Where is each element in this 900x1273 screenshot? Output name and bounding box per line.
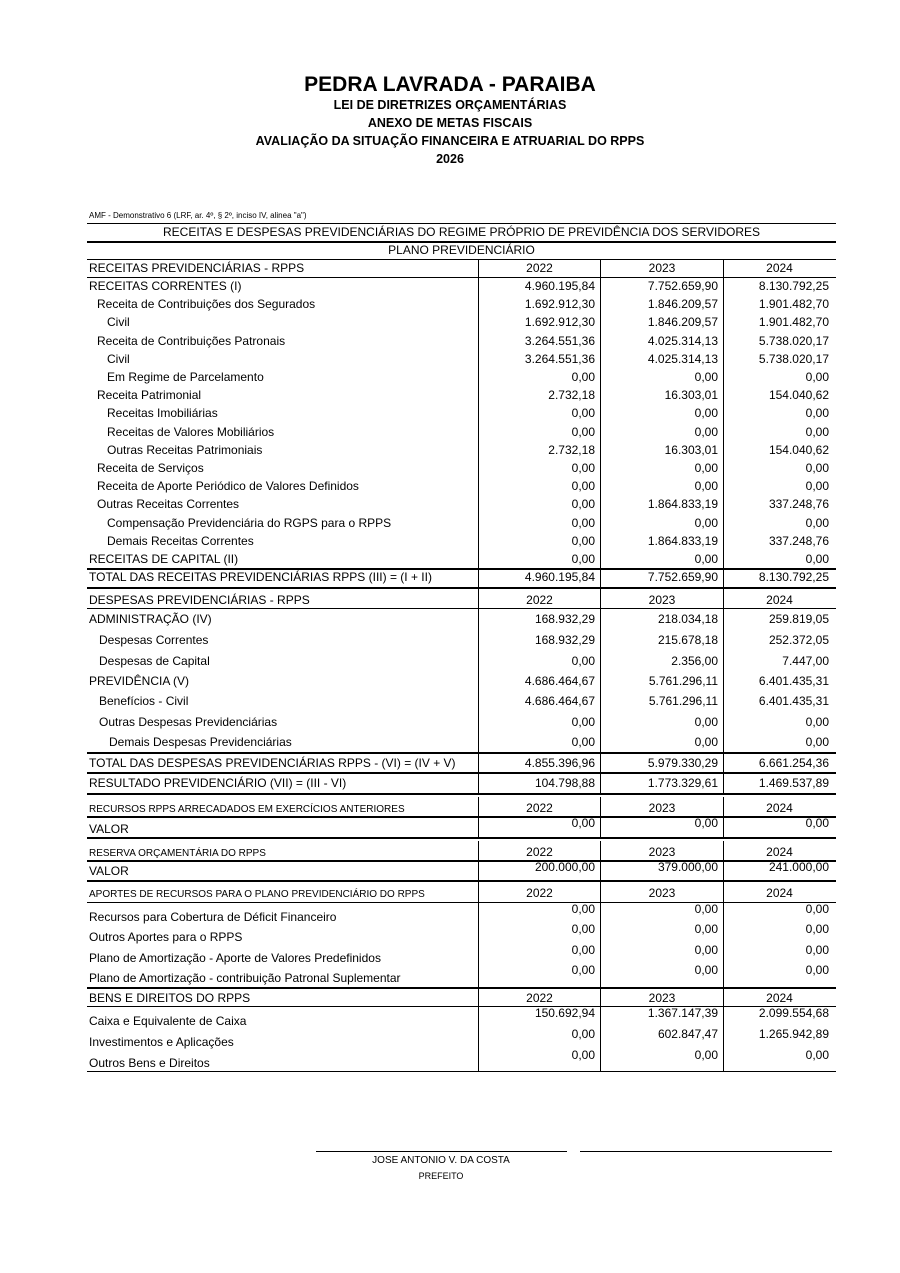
row-label: Plano de Amortização - contribuição Patronal Suplementar bbox=[89, 971, 401, 985]
value-cell: 0,00 bbox=[805, 515, 829, 530]
value-cell: 1.901.482,70 bbox=[758, 315, 829, 330]
value-cell: 4.025.314,13 bbox=[647, 333, 718, 348]
year-header: 2023 bbox=[648, 991, 676, 1005]
value-cell: 1.367.147,39 bbox=[647, 1006, 718, 1020]
value-cell: 0,00 bbox=[694, 963, 718, 977]
value-cell: 241.000,00 bbox=[768, 860, 829, 874]
column-rule bbox=[723, 589, 724, 793]
value-cell: 7.447,00 bbox=[782, 654, 829, 668]
value-cell: 2.356,00 bbox=[671, 654, 718, 668]
value-cell: 8.130.792,25 bbox=[758, 279, 829, 293]
value-cell: 0,00 bbox=[694, 370, 718, 384]
value-cell: 259.819,05 bbox=[768, 612, 829, 626]
value-cell: 0,00 bbox=[571, 735, 595, 749]
value-cell: 5.979.330,29 bbox=[647, 756, 718, 770]
value-cell: 0,00 bbox=[805, 922, 829, 936]
column-rule bbox=[600, 882, 601, 987]
row-label: Outros Bens e Direitos bbox=[89, 1056, 210, 1070]
row-label: Caixa e Equivalente de Caixa bbox=[89, 1014, 247, 1028]
value-cell: 1.692.912,30 bbox=[524, 315, 595, 330]
table-rule bbox=[87, 223, 836, 224]
value-cell: 0,00 bbox=[571, 1027, 595, 1041]
year-header: 2022 bbox=[526, 801, 553, 815]
row-label: DESPESAS PREVIDENCIÁRIAS - RPPS bbox=[89, 593, 310, 607]
row-label: VALOR bbox=[89, 864, 129, 878]
signature-name: JOSE ANTONIO V. DA COSTA bbox=[372, 1155, 510, 1166]
value-cell: 2.099.554,68 bbox=[758, 1006, 829, 1020]
value-cell: 0,00 bbox=[805, 816, 829, 830]
column-rule bbox=[478, 259, 479, 589]
row-label: Receita de Contribuições dos Segurados bbox=[97, 297, 316, 312]
value-cell: 0,00 bbox=[805, 1048, 829, 1062]
column-rule bbox=[478, 841, 479, 880]
value-cell: 0,00 bbox=[571, 479, 595, 494]
rpps-table bbox=[87, 0, 836, 1273]
value-cell: 0,00 bbox=[571, 1048, 595, 1062]
subtitle-ldo: LEI DE DIRETRIZES ORÇAMENTÁRIAS bbox=[333, 98, 567, 112]
value-cell: 0,00 bbox=[571, 424, 595, 439]
column-rule bbox=[478, 987, 479, 1072]
year-header: 2022 bbox=[526, 593, 553, 607]
row-label: Receita de Aporte Periódico de Valores Definidos bbox=[97, 479, 359, 494]
value-cell: 4.025.314,13 bbox=[647, 351, 718, 366]
value-cell: 154.040,62 bbox=[768, 442, 829, 457]
row-label: RECURSOS RPPS ARRECADADOS EM EXERCÍCIOS ANTERIORES bbox=[89, 804, 405, 815]
value-cell: 1.846.209,57 bbox=[647, 315, 718, 330]
subtitle-avaliacao: AVALIAÇÃO DA SITUAÇÃO FINANCEIRA E ATRUARIAL DO RPPS bbox=[255, 134, 645, 148]
value-cell: 6.401.435,31 bbox=[758, 674, 829, 688]
value-cell: 3.264.551,36 bbox=[524, 333, 595, 348]
row-label: Receitas de Valores Mobiliários bbox=[107, 424, 275, 439]
row-label: RESULTADO PREVIDENCIÁRIO (VII) = (III - VI) bbox=[89, 776, 347, 790]
value-cell: 1.864.833,19 bbox=[647, 497, 718, 512]
value-cell: 218.034,18 bbox=[657, 612, 718, 626]
row-label: Despesas de Capital bbox=[99, 654, 210, 668]
value-cell: 4.686.464,67 bbox=[524, 694, 595, 708]
value-cell: 5.761.296,11 bbox=[648, 674, 718, 688]
column-rule bbox=[478, 882, 479, 987]
table-title: RECEITAS E DESPESAS PREVIDENCIÁRIAS DO REGIME PRÓPRIO DE PREVIDÊNCIA DOS SERVIDORES bbox=[162, 225, 761, 239]
value-cell: 4.686.464,67 bbox=[524, 674, 595, 688]
row-label: Compensação Previdenciária do RGPS para o RPPS bbox=[107, 515, 392, 530]
value-cell: 0,00 bbox=[694, 943, 718, 957]
column-rule bbox=[478, 797, 479, 837]
value-cell: 0,00 bbox=[805, 370, 829, 384]
column-rule bbox=[600, 797, 601, 837]
value-cell: 5.761.296,11 bbox=[648, 694, 718, 708]
value-cell: 104.798,88 bbox=[534, 776, 595, 790]
value-cell: 0,00 bbox=[805, 552, 829, 566]
value-cell: 0,00 bbox=[694, 1048, 718, 1062]
value-cell: 0,00 bbox=[805, 406, 829, 421]
signature-line-left bbox=[316, 1151, 567, 1152]
table-rule bbox=[87, 837, 836, 839]
value-cell: 7.752.659,90 bbox=[647, 279, 718, 293]
value-cell: 4.855.396,96 bbox=[524, 756, 595, 770]
value-cell: 0,00 bbox=[571, 902, 595, 916]
row-label: TOTAL DAS DESPESAS PREVIDENCIÁRIAS RPPS - (VI) = (IV + V) bbox=[89, 756, 456, 770]
value-cell: 0,00 bbox=[571, 406, 595, 421]
column-rule bbox=[478, 589, 479, 793]
value-cell: 252.372,05 bbox=[768, 633, 829, 647]
value-cell: 168.932,29 bbox=[534, 633, 595, 647]
signature-line-right bbox=[580, 1151, 832, 1152]
value-cell: 0,00 bbox=[805, 715, 829, 729]
value-cell: 0,00 bbox=[805, 479, 829, 494]
row-label: Benefícios - Civil bbox=[99, 694, 189, 708]
column-rule bbox=[723, 797, 724, 837]
row-label: Demais Receitas Correntes bbox=[107, 533, 254, 548]
value-cell: 16.303,01 bbox=[664, 442, 718, 457]
value-cell: 0,00 bbox=[571, 654, 595, 668]
row-label: Outros Aportes para o RPPS bbox=[89, 930, 243, 944]
value-cell: 0,00 bbox=[805, 943, 829, 957]
row-label: RECEITAS PREVIDENCIÁRIAS - RPPS bbox=[89, 261, 305, 275]
value-cell: 154.040,62 bbox=[768, 388, 829, 403]
value-cell: 0,00 bbox=[694, 424, 718, 439]
plan-title: PLANO PREVIDENCIÁRIO bbox=[388, 243, 535, 257]
value-cell: 337.248,76 bbox=[768, 497, 829, 512]
value-cell: 2.732,18 bbox=[548, 388, 595, 403]
value-cell: 16.303,01 bbox=[664, 388, 718, 403]
value-cell: 0,00 bbox=[694, 715, 718, 729]
row-label: TOTAL DAS RECEITAS PREVIDENCIÁRIAS RPPS (III) = (I + II) bbox=[89, 570, 432, 585]
value-cell: 4.960.195,84 bbox=[524, 279, 595, 293]
year-header: 2023 bbox=[648, 845, 676, 859]
value-cell: 1.864.833,19 bbox=[647, 533, 718, 548]
year-header: 2024 bbox=[766, 845, 793, 859]
value-cell: 168.932,29 bbox=[534, 612, 595, 626]
row-label: Em Regime de Parcelamento bbox=[107, 370, 264, 384]
value-cell: 0,00 bbox=[805, 424, 829, 439]
row-label: RESERVA ORÇAMENTÁRIA DO RPPS bbox=[89, 848, 266, 859]
subtitle-anexo: ANEXO DE METAS FISCAIS bbox=[367, 116, 533, 130]
year-header: 2022 bbox=[526, 991, 553, 1005]
value-cell: 0,00 bbox=[694, 735, 718, 749]
value-cell: 0,00 bbox=[694, 461, 718, 475]
signature-role: PREFEITO bbox=[418, 1171, 464, 1181]
value-cell: 1.692.912,30 bbox=[524, 297, 595, 312]
value-cell: 0,00 bbox=[571, 922, 595, 936]
value-cell: 0,00 bbox=[694, 552, 718, 566]
row-label: Receita de Contribuições Patronais bbox=[97, 333, 286, 348]
row-label: VALOR bbox=[89, 822, 129, 836]
column-rule bbox=[600, 841, 601, 880]
value-cell: 200.000,00 bbox=[534, 860, 595, 874]
value-cell: 379.000,00 bbox=[657, 860, 718, 874]
value-cell: 0,00 bbox=[694, 515, 718, 530]
value-cell: 1.846.209,57 bbox=[647, 297, 718, 312]
value-cell: 2.732,18 bbox=[548, 442, 595, 457]
value-cell: 0,00 bbox=[571, 515, 595, 530]
column-rule bbox=[723, 841, 724, 880]
value-cell: 0,00 bbox=[571, 943, 595, 957]
year-header: 2022 bbox=[526, 886, 553, 900]
page-title: PEDRA LAVRADA - PARAIBA bbox=[304, 73, 596, 96]
value-cell: 7.752.659,90 bbox=[647, 570, 718, 585]
value-cell: 0,00 bbox=[805, 735, 829, 749]
year-header: 2023 bbox=[648, 593, 676, 607]
value-cell: 6.401.435,31 bbox=[758, 694, 829, 708]
value-cell: 6.661.254,36 bbox=[758, 756, 829, 770]
row-label: Despesas Correntes bbox=[99, 633, 209, 647]
row-label: Outras Receitas Patrimoniais bbox=[107, 442, 263, 457]
subtitle-year: 2026 bbox=[436, 152, 464, 166]
value-cell: 0,00 bbox=[571, 963, 595, 977]
row-label: Demais Despesas Previdenciárias bbox=[109, 735, 292, 749]
amf-note: AMF - Demonstrativo 6 (LRF, ar. 4º, § 2º, inciso IV, alinea "a") bbox=[89, 211, 307, 220]
row-label: RECEITAS CORRENTES (I) bbox=[89, 279, 242, 293]
value-cell: 0,00 bbox=[571, 816, 595, 830]
year-header: 2022 bbox=[526, 845, 553, 859]
row-label: Outras Receitas Correntes bbox=[97, 497, 240, 512]
value-cell: 1.773.329,61 bbox=[647, 776, 718, 790]
column-rule bbox=[723, 882, 724, 987]
value-cell: 0,00 bbox=[805, 902, 829, 916]
column-rule bbox=[723, 987, 724, 1071]
year-header: 2024 bbox=[766, 991, 793, 1005]
value-cell: 0,00 bbox=[694, 902, 718, 916]
value-cell: 1.265.942,89 bbox=[758, 1027, 829, 1041]
year-header: 2023 bbox=[648, 886, 676, 900]
value-cell: 4.960.195,84 bbox=[524, 570, 595, 585]
year-header: 2023 bbox=[648, 261, 676, 275]
year-header: 2024 bbox=[766, 593, 793, 607]
value-cell: 0,00 bbox=[571, 715, 595, 729]
value-cell: 5.738.020,17 bbox=[758, 351, 829, 366]
value-cell: 602.847,47 bbox=[657, 1027, 718, 1041]
row-label: Receita Patrimonial bbox=[97, 388, 202, 403]
value-cell: 0,00 bbox=[694, 816, 718, 830]
row-label: Investimentos e Aplicações bbox=[89, 1035, 234, 1049]
value-cell: 1.469.537,89 bbox=[758, 776, 829, 790]
year-header: 2023 bbox=[648, 801, 676, 815]
column-rule bbox=[600, 589, 601, 793]
column-rule bbox=[600, 259, 601, 589]
value-cell: 0,00 bbox=[571, 370, 595, 384]
year-header: 2022 bbox=[526, 261, 553, 275]
table-rule bbox=[87, 1071, 836, 1072]
row-label: ADMINISTRAÇÃO (IV) bbox=[89, 612, 212, 626]
row-label: Civil bbox=[107, 351, 130, 366]
row-label: Recursos para Cobertura de Déficit Financeiro bbox=[89, 910, 337, 924]
value-cell: 215.678,18 bbox=[657, 633, 718, 647]
row-label: APORTES DE RECURSOS PARA O PLANO PREVIDENCIÁRIO DO RPPS bbox=[89, 889, 425, 900]
row-label: RECEITAS DE CAPITAL (II) bbox=[89, 552, 239, 566]
column-rule bbox=[600, 987, 601, 1071]
value-cell: 0,00 bbox=[694, 922, 718, 936]
value-cell: 5.738.020,17 bbox=[758, 333, 829, 348]
value-cell: 0,00 bbox=[571, 497, 595, 512]
year-header: 2024 bbox=[766, 261, 793, 275]
column-rule bbox=[723, 259, 724, 589]
value-cell: 150.692,94 bbox=[534, 1006, 595, 1020]
value-cell: 0,00 bbox=[571, 552, 595, 566]
value-cell: 1.901.482,70 bbox=[758, 297, 829, 312]
value-cell: 0,00 bbox=[805, 963, 829, 977]
value-cell: 0,00 bbox=[694, 479, 718, 494]
row-label: Plano de Amortização - Aporte de Valores Predefinidos bbox=[89, 951, 381, 965]
value-cell: 0,00 bbox=[571, 533, 595, 548]
value-cell: 0,00 bbox=[571, 461, 595, 475]
year-header: 2024 bbox=[766, 886, 793, 900]
value-cell: 3.264.551,36 bbox=[524, 351, 595, 366]
row-label: Receita de Serviços bbox=[97, 461, 204, 475]
value-cell: 8.130.792,25 bbox=[758, 570, 829, 585]
row-label: Receitas Imobiliárias bbox=[107, 406, 218, 421]
year-header: 2024 bbox=[766, 801, 793, 815]
table-rule bbox=[87, 793, 836, 795]
row-label: BENS E DIREITOS DO RPPS bbox=[89, 991, 251, 1005]
value-cell: 337.248,76 bbox=[768, 533, 829, 548]
value-cell: 0,00 bbox=[694, 406, 718, 421]
row-label: Outras Despesas Previdenciárias bbox=[99, 715, 278, 729]
row-label: PREVIDÊNCIA (V) bbox=[89, 674, 190, 688]
value-cell: 0,00 bbox=[805, 461, 829, 475]
row-label: Civil bbox=[107, 315, 130, 330]
